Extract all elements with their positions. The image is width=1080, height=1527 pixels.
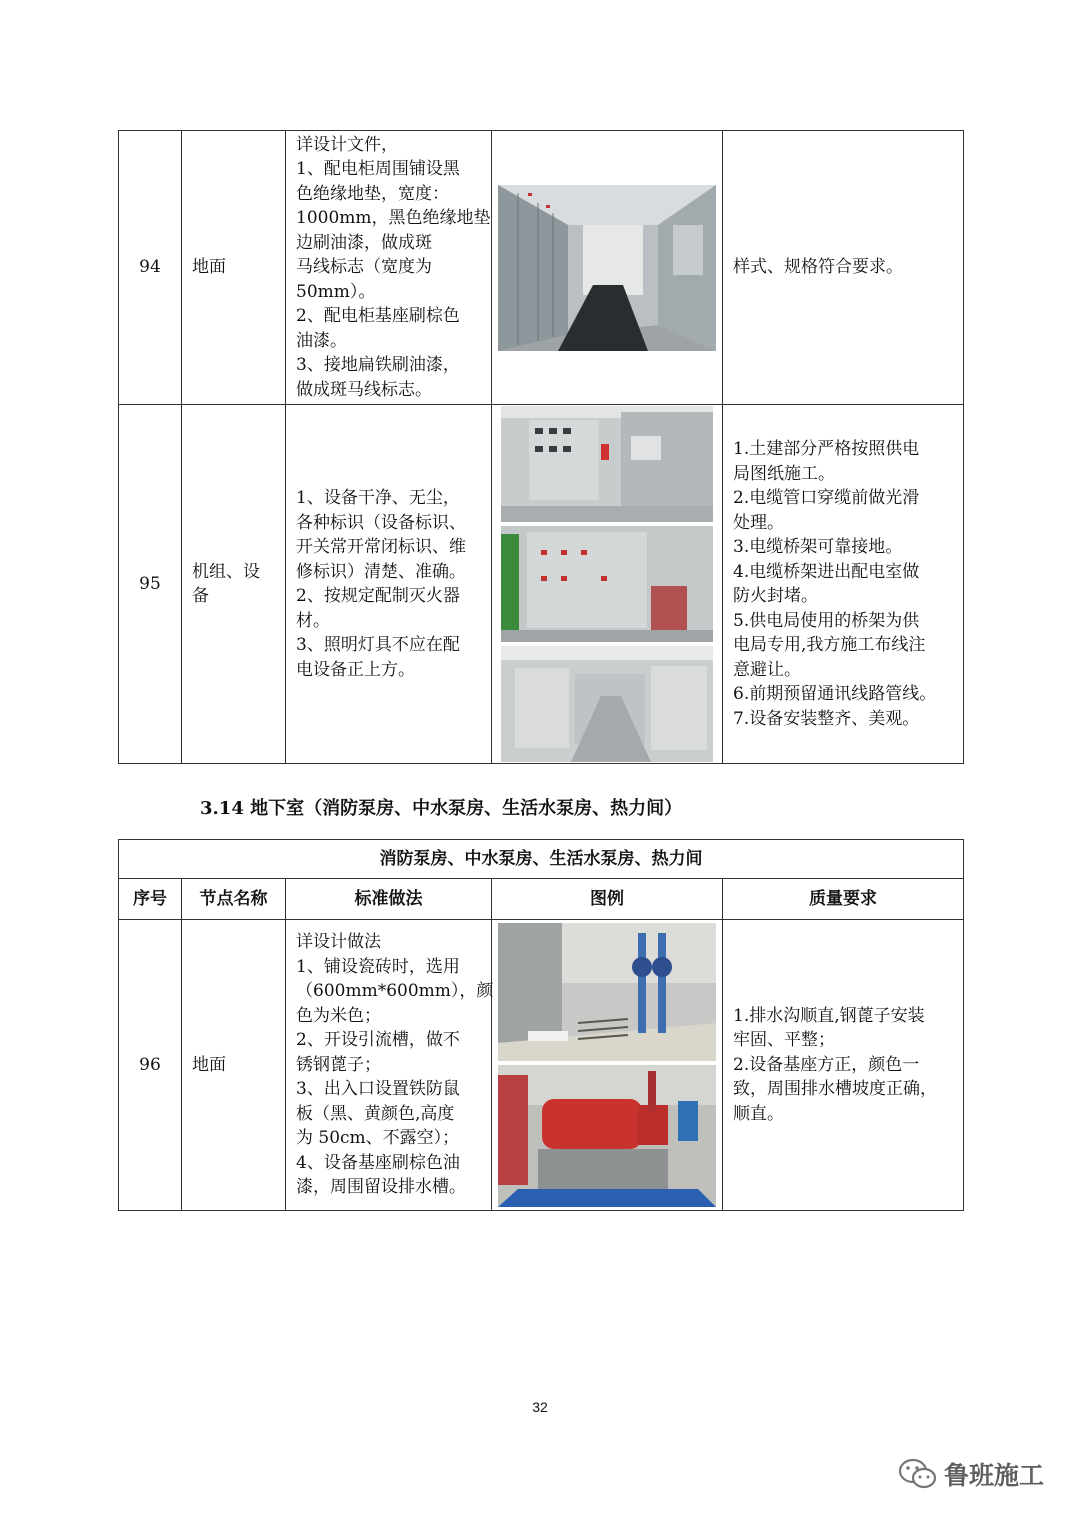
quality-requirement: 1.土建部分严格按照供电 局图纸施工。 2.电缆管口穿缆前做光滑 处理。 3.电缆桥架可靠接地。 4.电缆桥架进出配电室做 防火封堵。 5.供电局使用的桥架为供 电局专用,我方施工布线注 意避让。 6.前期预留通讯线路管线。 7.设备安装整齐、美观。 (723, 405, 964, 764)
table-title: 消防泵房、中水泵房、生活水泵房、热力间 (119, 840, 964, 879)
wechat-icon (898, 1457, 938, 1491)
table-row (119, 131, 964, 405)
standards-table-top (118, 130, 964, 764)
row-number: 94 (119, 131, 182, 405)
standard-method: 详设计做法 1、铺设瓷砖时，选用 （600mm*600mm），颜 色为米色； 2、开设引流槽，做不 锈钢蓖子； 3、出入口设置铁防鼠 板（黑、黄颜色,高度 为 50cm、不露空）； 4、设备基座刷棕色油 漆，周围留设排水槽。 (286, 920, 492, 1211)
standards-table-bottom (118, 839, 964, 1211)
distribution-cabinets-photo (501, 406, 713, 762)
switchgear-aisle-photo (498, 185, 716, 351)
node-name: 地面 (182, 920, 286, 1211)
section-title: 3.14 地下室（消防泵房、中水泵房、生活水泵房、热力间） (200, 798, 683, 819)
table-title-row (119, 840, 964, 879)
illustration-cell (492, 920, 723, 1211)
illustration-cell (492, 405, 723, 764)
header-no: 序号 (119, 879, 182, 920)
standard-method: 1、设备干净、无尘， 各种标识（设备标识、 开关常开常闭标识、维 修标识）清楚、准确。 2、按规定配制灭火器 材。 3、照明灯具不应在配 电设备正上方。 (286, 405, 492, 764)
header-method: 标准做法 (286, 879, 492, 920)
quality-requirement: 1.排水沟顺直,钢蓖子安装 牢固、平整； 2.设备基座方正，颜色一 致，周围排水槽坡度正确， 顺直。 (723, 920, 964, 1211)
header-requirement: 质量要求 (723, 879, 964, 920)
node-name: 机组、设 备 (182, 405, 286, 764)
table-row (119, 920, 964, 1211)
pump-room-photo (498, 923, 716, 1207)
page-number: 32 (532, 1399, 548, 1415)
watermark-text: 鲁班施工 (943, 1461, 1044, 1490)
node-name: 地面 (182, 131, 286, 405)
illustration-cell (492, 131, 723, 405)
table-header-row (119, 879, 964, 920)
row-number: 96 (119, 920, 182, 1211)
table-row (119, 405, 964, 764)
quality-requirement: 样式、规格符合要求。 (723, 131, 964, 405)
standard-method: 详设计文件， 1、配电柜周围铺设黑 色绝缘地垫，宽度： 1000mm，黑色绝缘地垫 边刷油漆，做成斑 马线标志（宽度为 50mm）。 2、配电柜基座刷棕色 油漆。 3、接地扁铁刷油漆， 做成斑马线标志。 (286, 131, 492, 405)
header-illustration: 图例 (492, 879, 723, 920)
watermark (898, 1456, 1044, 1492)
row-number: 95 (119, 405, 182, 764)
header-node-name: 节点名称 (182, 879, 286, 920)
